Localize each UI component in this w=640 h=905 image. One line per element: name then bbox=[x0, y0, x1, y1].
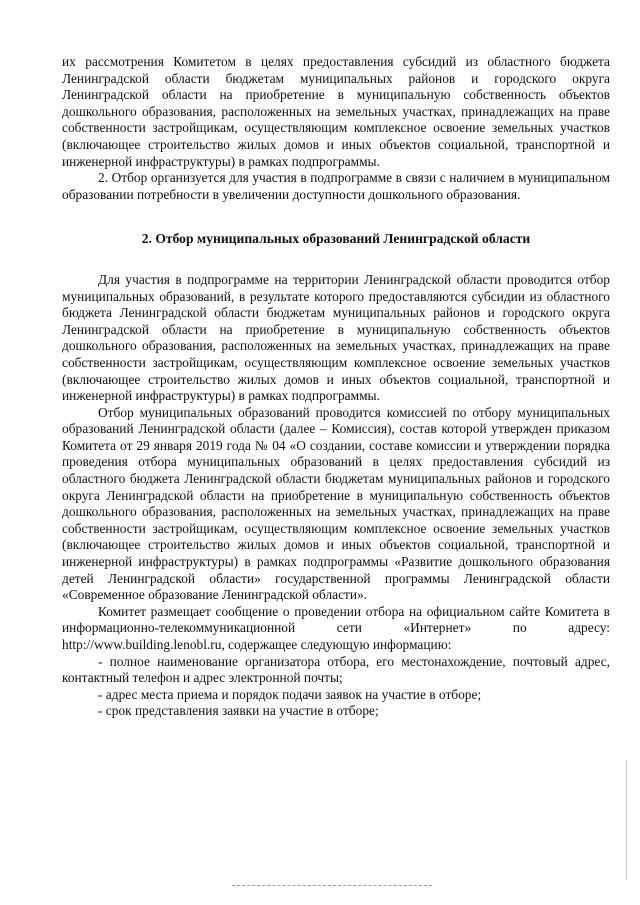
scan-edge-mark bbox=[626, 760, 627, 880]
continuation-paragraph: их рассмотрения Комитетом в целях предоставления субсидий из областного бюджета Ленинградской области бюджетам муниципальных районов и городского округа Ленинградской области на приобретение в муниципальную собственность объектов дошкольного образования, расположенных на земельных участках, принадлежащих на праве собственности застройщикам, осуществляющим комплексное освоение земельных участков (включающее строительство жилых домов и иных объектов социальной, транспортной и инженерной инфраструктуры) в рамках подпрограммы. bbox=[62, 54, 610, 169]
document-page bbox=[62, 54, 610, 720]
bullet-item-2: - адрес места приема и порядок подачи заявок на участие в отборе; bbox=[98, 686, 482, 702]
section-paragraph-1: Для участия в подпрограмме на территории Ленинградской области проводится отбор муниципальных образований, в результате которого предоставляются субсидии из областного бюджета Ленинградской области бюджетам муниципальных районов и городского округа Ленинградской области на приобретение в муниципальную собственность объектов дошкольного образования, расположенных на земельных участках, принадлежащих на праве собственности застройщикам, осуществляющим комплексное освоение земельных участков (включающее строительство жилых домов и иных объектов социальной, транспортной и инженерной инфраструктуры) в рамках подпрограммы. bbox=[62, 271, 610, 404]
footer-divider bbox=[232, 885, 432, 886]
bullet-item-3: - срок представления заявки на участие в отборе; bbox=[98, 703, 379, 719]
section-paragraph-2: Отбор муниципальных образований проводится комиссией по отбору муниципальных образований Ленинградской области (далее – Комиссия), состав которой утвержден приказом Комитета от 29 января 2019 года № 04 «О создании, составе комиссии и утверждении порядка проведения отбора муниципальных образований в целях предоставления субсидий из областного бюджета Ленинградской области бюджетам муниципальных районов и городского округа Ленинградской области на приобретение в муниципальную собственность объектов дошкольного образования, расположенных на земельных участках, принадлежащих на праве собственности застройщикам, осуществляющим комплексное освоение земельных участков (включающее строительство жилых домов и иных объектов социальной, транспортной и инженерной инфраструктуры) в рамках подпрограммы «Развитие дошкольного образования детей Ленинградской области» государственной программы Ленинградской области «Современное образование Ленинградской области». bbox=[62, 404, 610, 603]
bullet-item-1: - полное наименование организатора отбора, его местонахождение, почтовый адрес, контактный телефон и адрес электронной почты; bbox=[62, 653, 610, 686]
section-heading: 2. Отбор муниципальных образований Ленинградской области bbox=[141, 231, 531, 247]
section-paragraph-3: Комитет размещает сообщение о проведении отбора на официальном сайте Комитета в информационно-телекоммуникационной сети «Интернет» по адресу: http://www.building.lenobl.ru, содержащее следующую информацию: bbox=[62, 603, 610, 652]
paragraph-2: 2. Отбор организуется для участия в подпрограмме в связи с наличием в муниципальном образовании потребности в увеличении доступности дошкольного образования. bbox=[62, 170, 610, 202]
